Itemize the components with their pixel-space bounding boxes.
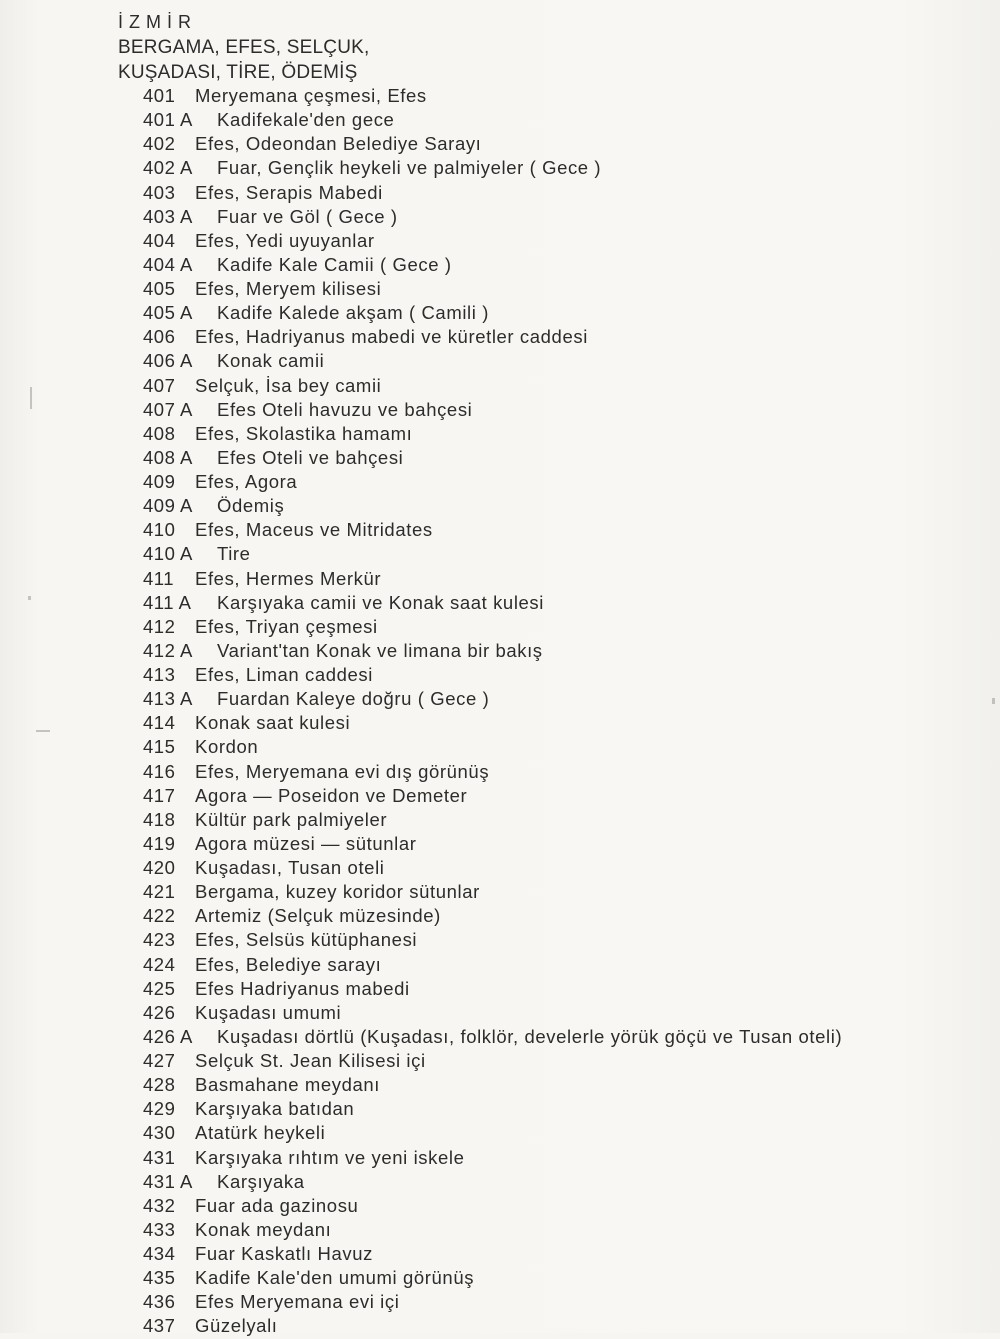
margin-mark <box>992 698 995 704</box>
entry-title: Basmahane meydanı <box>195 1074 381 1096</box>
entry-number: 411 <box>143 567 174 589</box>
header-line-2: BERGAMA, EFES, SELÇUK, <box>118 37 370 58</box>
entry-number: 409 A <box>143 495 193 517</box>
entry-title: Atatürk heykeli <box>195 1122 326 1144</box>
entry-number: 431 <box>143 1146 176 1168</box>
list-item <box>143 591 842 615</box>
list-item <box>143 735 842 759</box>
list-item <box>143 301 842 325</box>
entry-number: 408 <box>143 422 176 444</box>
margin-mark <box>30 387 32 409</box>
list-item <box>143 398 842 422</box>
entry-title: Fuar, Gençlik heykeli ve palmiyeler ( Gece ) <box>217 157 602 179</box>
entry-title: Ödemiş <box>217 495 285 517</box>
entry-title: Efes, Hermes Merkür <box>195 567 382 589</box>
list-item <box>143 856 842 880</box>
entry-number: 416 <box>143 760 176 782</box>
entry-number: 412 A <box>143 639 193 661</box>
entry-title: Bergama, kuzey koridor sütunlar <box>195 881 480 903</box>
list-item <box>143 349 842 373</box>
entry-title: Artemiz (Selçuk müzesinde) <box>195 905 441 927</box>
entry-number: 426 A <box>143 1025 193 1047</box>
list-item <box>143 784 842 808</box>
entry-number: 423 <box>143 929 176 951</box>
list-item <box>143 1121 842 1145</box>
list-item <box>143 325 842 349</box>
list-item <box>143 663 842 687</box>
entry-title: Kadife Kale'den umumi görünüş <box>195 1267 475 1289</box>
list-item <box>143 808 842 832</box>
list-item <box>143 374 842 398</box>
entry-title: Kuşadası, Tusan oteli <box>195 857 385 878</box>
entry-number: 429 <box>143 1098 176 1120</box>
entry-number: 434 <box>143 1243 176 1264</box>
entry-list <box>143 84 842 1339</box>
entry-title: Efes, Belediye sarayı <box>195 953 382 975</box>
entry-number: 433 <box>143 1218 176 1240</box>
list-item <box>143 615 842 639</box>
entry-number: 407 <box>143 374 176 396</box>
entry-title: Agora — Poseidon ve Demeter <box>195 784 468 806</box>
entry-title: Kordon <box>195 736 259 758</box>
list-item <box>143 518 842 542</box>
entry-number: 424 <box>143 953 176 975</box>
entry-title: Efes Hadriyanus mabedi <box>195 977 410 999</box>
entry-number: 408 A <box>143 446 193 468</box>
entry-title: Efes, Hadriyanus mabedi ve küretler caddesi <box>195 326 588 348</box>
entry-number: 414 <box>143 712 176 734</box>
entry-title: Karşıyaka rıhtım ve yeni iskele <box>195 1146 465 1168</box>
entry-number: 422 <box>143 905 176 927</box>
list-item <box>143 181 842 205</box>
entry-number: 406 A <box>143 350 193 372</box>
entry-title: Kadife Kale Camii ( Gece ) <box>217 253 452 275</box>
entry-title: Kadife Kalede akşam ( Camili ) <box>217 302 489 324</box>
entry-title: Efes, Yedi uyuyanlar <box>195 229 375 251</box>
entry-title: Fuardan Kaleye doğru ( Gece ) <box>217 688 490 710</box>
entry-title: Kültür park palmiyeler <box>195 808 388 830</box>
entry-number: 421 <box>143 881 176 903</box>
entry-title: Fuar Kaskatlı Havuz <box>195 1243 373 1264</box>
entry-title: Efes, Odeondan Belediye Sarayı <box>195 133 482 155</box>
entry-number: 427 <box>143 1050 176 1071</box>
entry-title: Tire <box>217 543 251 565</box>
list-item <box>143 711 842 735</box>
entry-title: Konak saat kulesi <box>195 712 351 734</box>
entry-number: 431 A <box>143 1170 193 1192</box>
list-item <box>143 1290 842 1314</box>
entry-title: Efes, Skolastika hamamı <box>195 422 413 444</box>
entry-title: Meryemana çeşmesi, Efes <box>195 85 427 106</box>
entry-number: 415 <box>143 736 176 758</box>
entry-number: 409 <box>143 471 176 492</box>
entry-title: Efes, Selsüs kütüphanesi <box>195 929 418 951</box>
entry-number: 404 A <box>143 253 193 275</box>
entry-number: 417 <box>143 784 176 806</box>
entry-title: Efes Oteli ve bahçesi <box>217 446 404 468</box>
entry-number: 437 <box>143 1315 176 1337</box>
list-item <box>143 422 842 446</box>
entry-title: Kadifekale'den gece <box>217 109 395 131</box>
list-item <box>143 494 842 518</box>
margin-mark <box>28 596 31 600</box>
entry-number: 402 <box>143 133 176 155</box>
list-item <box>143 1218 842 1242</box>
entry-number: 406 <box>143 326 176 348</box>
list-item <box>143 567 842 591</box>
entry-title: Selçuk St. Jean Kilisesi içi <box>195 1050 426 1071</box>
list-item <box>143 156 842 180</box>
list-item <box>143 687 842 711</box>
entry-title: Agora müzesi — sütunlar <box>195 832 417 854</box>
list-item <box>143 977 842 1001</box>
page-header <box>118 10 369 85</box>
entry-title: Efes, Serapis Mabedi <box>195 181 383 203</box>
entry-number: 403 A <box>143 205 193 227</box>
entry-number: 407 A <box>143 398 193 420</box>
entry-number: 430 <box>143 1122 176 1144</box>
entry-title: Efes, Liman caddesi <box>195 664 373 685</box>
list-item <box>143 904 842 928</box>
entry-title: Güzelyalı <box>195 1315 278 1337</box>
entry-number: 413 <box>143 664 176 685</box>
entry-title: Efes, Triyan çeşmesi <box>195 615 378 637</box>
entry-number: 411 A <box>143 591 192 613</box>
list-item <box>143 132 842 156</box>
entry-number: 410 A <box>143 543 193 565</box>
entry-title: Variant'tan Konak ve limana bir bakış <box>217 639 543 661</box>
entry-title: Efes Oteli havuzu ve bahçesi <box>217 398 473 420</box>
list-item <box>143 446 842 470</box>
list-item <box>143 84 842 108</box>
list-item <box>143 277 842 301</box>
entry-number: 410 <box>143 519 176 541</box>
list-item <box>143 1194 842 1218</box>
entry-title: Efes, Agora <box>195 471 298 492</box>
list-item <box>143 229 842 253</box>
entry-number: 405 A <box>143 302 193 324</box>
list-item <box>143 1242 842 1266</box>
entry-title: Karşıyaka <box>217 1170 305 1192</box>
entry-number: 401 <box>143 85 176 106</box>
entry-number: 436 <box>143 1291 176 1313</box>
entry-number: 401 A <box>143 109 193 131</box>
list-item <box>143 1001 842 1025</box>
entry-number: 420 <box>143 857 176 878</box>
list-item <box>143 880 842 904</box>
entry-title: Karşıyaka batıdan <box>195 1098 355 1120</box>
list-item <box>143 542 842 566</box>
list-item <box>143 639 842 663</box>
entry-title: Fuar ve Göl ( Gece ) <box>217 205 398 227</box>
list-item <box>143 108 842 132</box>
list-item <box>143 205 842 229</box>
list-item <box>143 1146 842 1170</box>
entry-number: 425 <box>143 977 176 999</box>
list-item <box>143 1049 842 1073</box>
list-item <box>143 1025 842 1049</box>
list-item <box>143 760 842 784</box>
entry-title: Efes, Meryem kilisesi <box>195 278 382 299</box>
entry-title: Konak meydanı <box>195 1218 332 1240</box>
entry-number: 419 <box>143 832 176 854</box>
entry-number: 403 <box>143 181 176 203</box>
entry-title: Fuar ada gazinosu <box>195 1194 359 1216</box>
entry-number: 402 A <box>143 157 193 179</box>
list-item <box>143 1170 842 1194</box>
entry-title: Efes, Meryemana evi dış görünüş <box>195 760 490 782</box>
header-city: İZMİR <box>118 12 197 32</box>
list-item <box>143 928 842 952</box>
entry-number: 418 <box>143 808 176 830</box>
entry-title: Karşıyaka camii ve Konak saat kulesi <box>217 591 544 613</box>
list-item <box>143 470 842 494</box>
list-item <box>143 1314 842 1338</box>
list-item <box>143 953 842 977</box>
entry-number: 405 <box>143 278 176 299</box>
list-item <box>143 1266 842 1290</box>
entry-number: 432 <box>143 1194 176 1216</box>
list-item <box>143 253 842 277</box>
entry-title: Konak camii <box>217 350 325 372</box>
entry-title: Kuşadası umumi <box>195 1001 342 1023</box>
entry-title: Efes, Maceus ve Mitridates <box>195 519 433 541</box>
list-item <box>143 832 842 856</box>
entry-title: Selçuk, İsa bey camii <box>195 374 382 396</box>
entry-title: Kuşadası dörtlü (Kuşadası, folklör, develerle yörük göçü ve Tusan oteli) <box>217 1025 843 1047</box>
list-item <box>143 1097 842 1121</box>
entry-number: 404 <box>143 229 176 251</box>
margin-mark <box>36 730 50 732</box>
list-item <box>143 1073 842 1097</box>
entry-number: 426 <box>143 1001 176 1023</box>
entry-number: 435 <box>143 1267 176 1289</box>
entry-number: 428 <box>143 1074 176 1096</box>
entry-number: 413 A <box>143 688 193 710</box>
entry-number: 412 <box>143 615 176 637</box>
entry-title: Efes Meryemana evi içi <box>195 1291 400 1313</box>
header-line-3: KUŞADASI, TİRE, ÖDEMİŞ <box>118 62 358 83</box>
